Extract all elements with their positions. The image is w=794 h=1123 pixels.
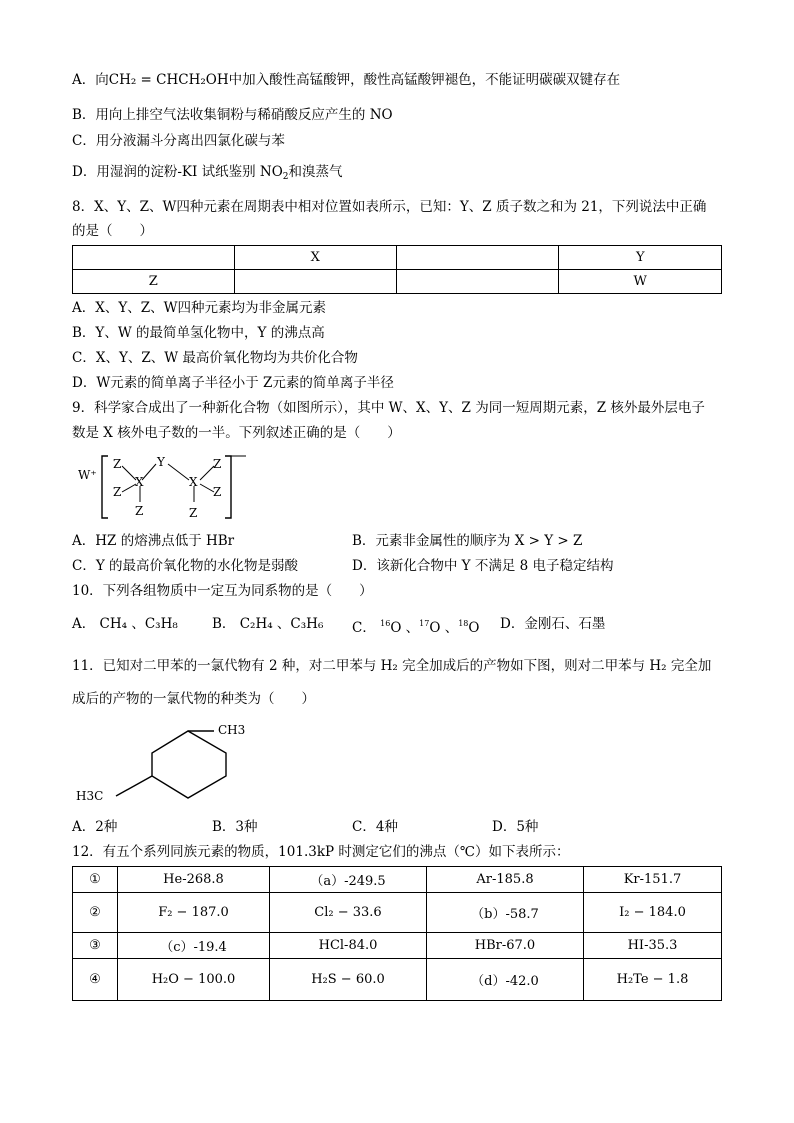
q8-cell [397, 246, 559, 270]
q9-atom-z: Z [113, 457, 122, 471]
table-row [73, 933, 722, 959]
q9-option-a: A．HZ 的熔沸点低于 HBr [72, 533, 235, 549]
q8-stem-line1: 8．X、Y、Z、W四种元素在周期表中相对位置如表所示，已知：Y、Z 质子数之和为 21，下列说法中正确 [72, 199, 707, 215]
q7-option-a [72, 70, 620, 90]
q9-stem-line1: 9．科学家合成出了一种新化合物（如图所示），其中 W、X、Y、Z 为同一短周期元素，Z 核外最外层电子 [72, 400, 705, 416]
q9-structure-diagram [76, 452, 252, 524]
q11-option-b: B．3种 [212, 819, 258, 835]
table-cell: （c）-19.4 [118, 933, 270, 959]
q8-cell: Z [73, 270, 235, 294]
q8-cell: W [559, 270, 722, 294]
q7-d-subscript: 2 [282, 172, 289, 182]
q7-a-formula: CH₂ = CHCH₂OH [108, 72, 229, 88]
q9-atom-x: X [135, 475, 144, 489]
table-cell: Cl₂ − 33.6 [270, 893, 427, 933]
q8-option-a: A．X、Y、Z、W四种元素均为非金属元素 [72, 300, 327, 316]
table-cell: ① [73, 867, 118, 893]
q10-c-symbol: O 、 [429, 620, 459, 636]
q11-stem-line2: 成后的产物的一氯代物的种类为（ ） [72, 691, 315, 707]
q9-cation-label: W⁺ [78, 468, 97, 482]
q10-option-d: D．金刚石、石墨 [500, 616, 606, 632]
q7-a-text: 中加入酸性高锰酸钾，酸性高锰酸钾褪色，不能证明碳碳双键存在 [228, 72, 621, 88]
q9-option-d: D．该新化合物中 Y 不满足 8 电子稳定结构 [352, 558, 614, 574]
q8-cell [73, 246, 235, 270]
q10-c-mass: 18 [458, 619, 469, 628]
table-cell: HI-35.3 [584, 933, 722, 959]
q9-option-b: B．元素非金属性的顺序为 X > Y > Z [352, 533, 583, 549]
table-cell: （d）-42.0 [427, 959, 584, 1001]
q10-c-symbol: O [468, 620, 480, 636]
q8-cell: Y [559, 246, 722, 270]
table-cell: ② [73, 893, 118, 933]
q9-atom-x: X [189, 475, 198, 489]
q8-periodic-table [72, 245, 722, 294]
q9-option-c: C．Y 的最高价氧化物的水化物是弱酸 [72, 558, 299, 574]
table-cell: HBr-67.0 [427, 933, 584, 959]
table-cell: （b）-58.7 [427, 893, 584, 933]
q12-stem: 12．有五个系列同族元素的物质，101.3kP 时测定它们的沸点（℃）如下表所示： [72, 844, 570, 860]
q9-stem-line2: 数是 X 核外电子数的一半。下列叙述正确的是（ ） [72, 425, 401, 441]
table-cell: Kr-151.7 [584, 867, 722, 893]
table-cell: F₂ − 187.0 [118, 893, 270, 933]
q10-c-symbol: O 、 [390, 620, 420, 636]
q9-atom-z: Z [189, 506, 198, 520]
q7-option-d [72, 162, 343, 187]
q10-option-c [352, 614, 479, 638]
table-cell: HCl-84.0 [270, 933, 427, 959]
q10-c-mass: 16 [380, 619, 391, 628]
q7-a-prefix: A．向 [72, 72, 109, 88]
table-cell: （a）-249.5 [270, 867, 427, 893]
q9-atom-z: Z [213, 485, 222, 499]
table-cell: H₂Te − 1.8 [584, 959, 722, 1001]
q9-atom-z: Z [135, 504, 144, 518]
table-cell: ④ [73, 959, 118, 1001]
q11-option-c: C．4种 [352, 819, 398, 835]
q7-d-text: 和溴蒸气 [288, 164, 343, 180]
table-row [73, 959, 722, 1001]
q10-c-mass: 17 [419, 619, 430, 628]
q8-stem-line2: 的是（ ） [72, 223, 153, 239]
q10-option-b: B． C₂H₄ 、C₃H₆ [212, 616, 324, 632]
table-cell: Ar-185.8 [427, 867, 584, 893]
q9-atom-y: Y [157, 455, 165, 469]
cyclohexane-ring [152, 731, 226, 798]
q8-option-c: C．X、Y、Z、W 最高价氧化物均为共价化合物 [72, 350, 358, 366]
table-row [73, 893, 722, 933]
q9-atom-z: Z [213, 457, 222, 471]
q12-boiling-table [72, 866, 722, 1001]
q11-stem-line1: 11．已知对二甲苯的一氯代物有 2 种，对二甲苯与 H₂ 完全加成后的产物如下图，则对二甲苯与 H₂ 完全加 [72, 658, 712, 674]
q7-option-b: B．用向上排空气法收集铜粉与稀硝酸反应产生的 NO [72, 107, 393, 123]
q11-option-d: D．5种 [492, 819, 539, 835]
q10-c-prefix: C． [352, 620, 381, 636]
q7-d-prefix: D．用湿润的淀粉-KI 试纸鉴别 NO [72, 164, 283, 180]
table-cell: ③ [73, 933, 118, 959]
table-cell: He-268.8 [118, 867, 270, 893]
q11-option-a: A．2种 [72, 819, 118, 835]
q10-option-a: A． CH₄ 、C₃H₈ [72, 616, 178, 632]
table-cell: H₂O − 100.0 [118, 959, 270, 1001]
q8-cell [397, 270, 559, 294]
table-cell: I₂ − 184.0 [584, 893, 722, 933]
q8-cell: X [234, 246, 397, 270]
q9-atom-z: Z [113, 485, 122, 499]
q8-cell [234, 270, 397, 294]
q11-ch3-bottom: H3C [76, 789, 104, 803]
q10-stem: 10．下列各组物质中一定互为同系物的是（ ） [72, 583, 373, 599]
table-cell: H₂S − 60.0 [270, 959, 427, 1001]
q11-structure-diagram [74, 716, 264, 808]
q8-option-b: B．Y、W 的最简单氢化物中，Y 的沸点高 [72, 325, 325, 341]
q8-option-d: D．W元素的简单离子半径小于 Z元素的简单离子半径 [72, 375, 394, 391]
q11-ch3-top: CH3 [218, 723, 246, 737]
table-row [73, 867, 722, 893]
q7-option-c: C．用分液漏斗分离出四氯化碳与苯 [72, 133, 285, 149]
